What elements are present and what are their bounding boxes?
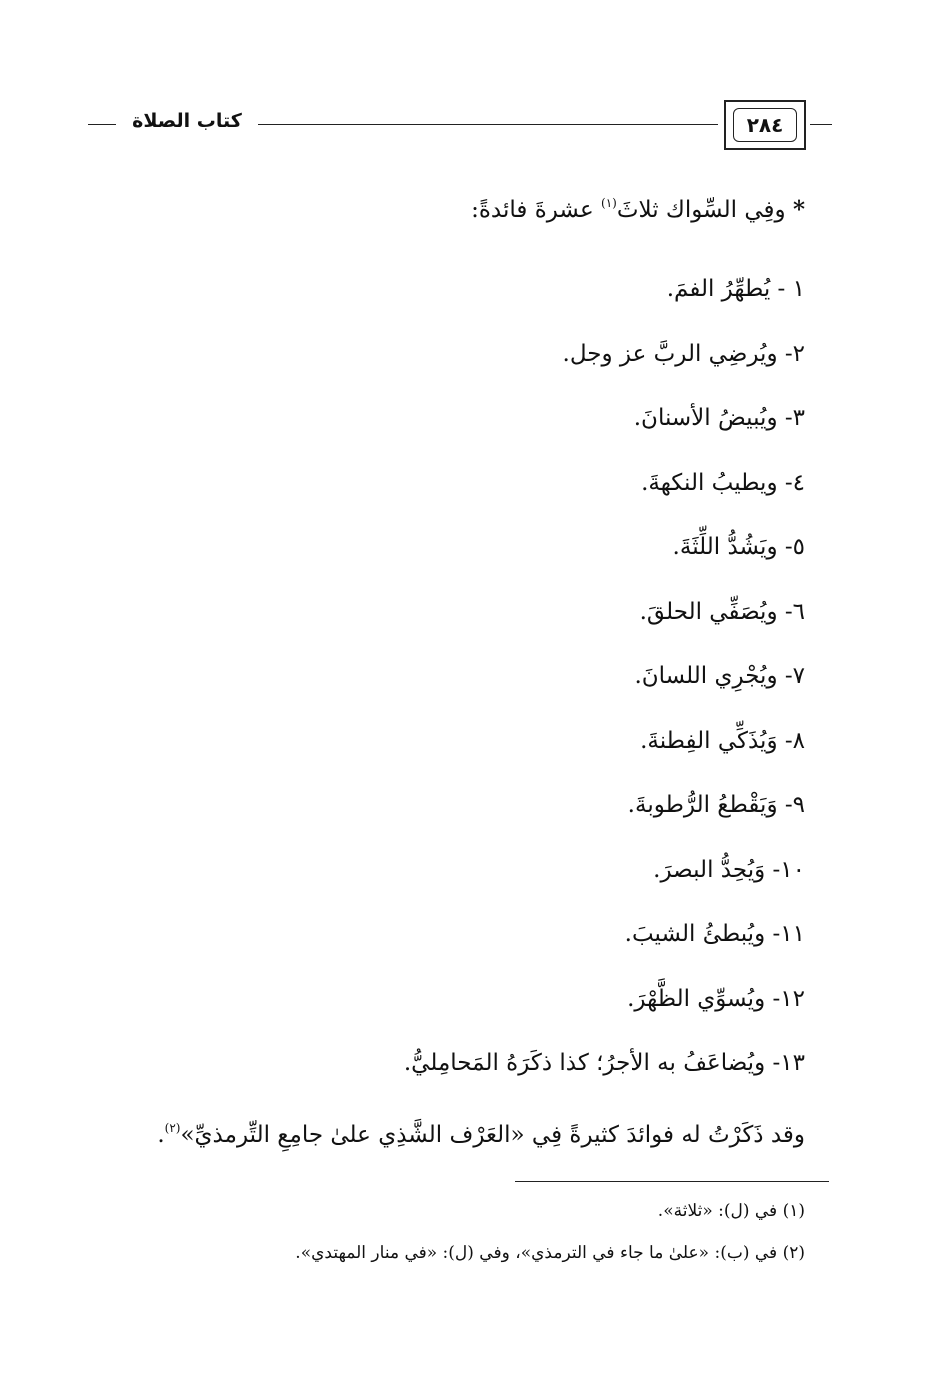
footnote-separator — [515, 1181, 829, 1182]
list-item: ١٢- ويُسوِّي الظَّهْرَ. — [627, 985, 805, 1012]
list-item: ٣- ويُبيضُ الأسنانَ. — [633, 405, 805, 431]
header-rule-right — [810, 124, 832, 125]
list-item: ١ - يُطهِّرُ الفمَ. — [666, 276, 805, 302]
main-text — [125, 180, 805, 1151]
footnote-ref-1[interactable]: (١) — [601, 196, 617, 210]
footnotes — [125, 1190, 805, 1274]
running-title: كتاب الصلاة — [132, 110, 242, 132]
list-item: ٤- ويطيبُ النكهةَ. — [641, 469, 805, 496]
page-number-frame — [724, 100, 806, 150]
list-item: ١٠- وَيُحِدُّ البصرَ. — [653, 856, 805, 883]
benefits-list — [125, 266, 805, 1105]
intro-text-before: وفِي السِّواك ثلاثَ — [616, 197, 793, 223]
footnote-1: (١) في (ل): «ثلاثة». — [657, 1201, 805, 1221]
footnote-2: (٢) في (ب): «علىٰ ما جاء في الترمذي»، وفي (ل): «في منار المهتدي». — [295, 1243, 805, 1263]
intro-line — [125, 180, 805, 226]
header-rule-middle — [258, 124, 718, 125]
footnote-ref-2[interactable]: (٢) — [164, 1120, 181, 1135]
list-item: ٩- وَيَقْطعُ الرُّطوبةَ. — [627, 792, 805, 818]
list-item: ٦- ويُصَفِّي الحلقَ. — [639, 598, 805, 625]
list-item: ٢- ويُرضِي الربَّ عز وجل. — [562, 340, 805, 367]
list-item: ٨- وَيُذَكِّي الفِطنةَ. — [640, 727, 805, 754]
list-item: ٥- ويَشُدُّ اللِّثَةَ. — [672, 534, 805, 560]
header-rule-left — [88, 124, 116, 125]
list-item: ١٣- ويُضاعَفُ به الأجرُ؛ كذا ذكَرَهُ المَحامِليُّ. — [403, 1050, 805, 1076]
closing-end: . — [157, 1121, 165, 1148]
list-item: ١١- ويُبطئُ الشيبَ. — [624, 921, 805, 947]
asterisk-marker: * — [792, 196, 805, 223]
list-item: ٧- ويُجْرِي اللسانَ. — [634, 663, 805, 689]
closing-text: وقد ذَكَرْتُ له فوائدَ كثيرةً فِي «العَرْف الشَّذِي علىٰ جامِعِ التِّرمذيِّ» — [180, 1121, 805, 1148]
page-number: ٢٨٤ — [733, 108, 797, 142]
page-header — [0, 98, 943, 158]
closing-line — [125, 1105, 805, 1151]
intro-text-after: عشرةَ فائدةً: — [471, 197, 601, 223]
